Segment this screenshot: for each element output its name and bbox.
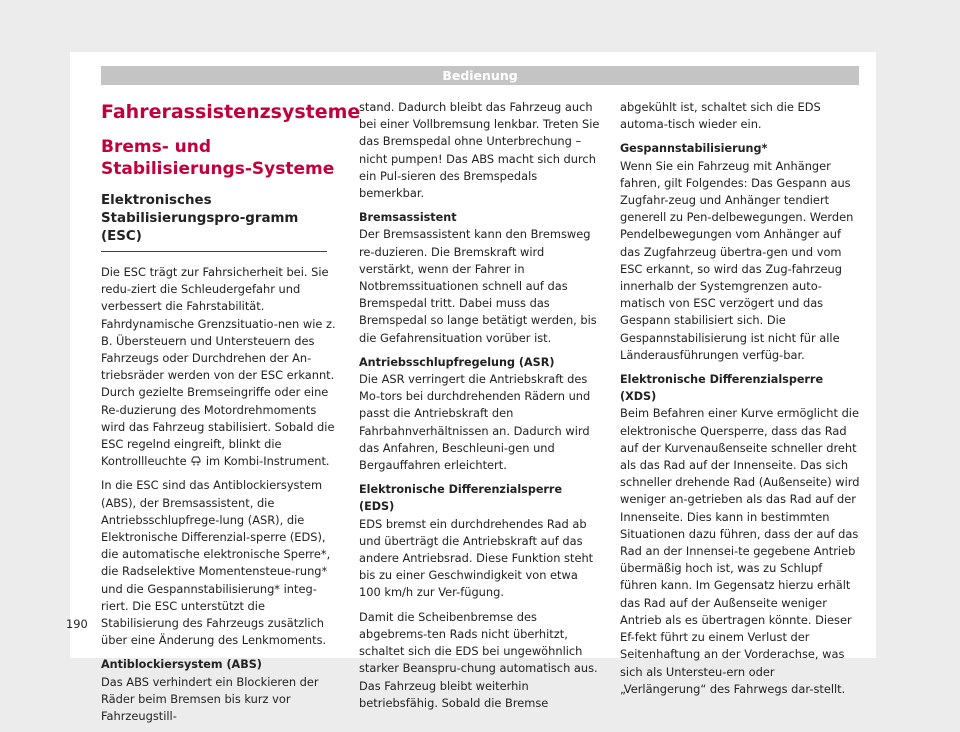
column-left <box>101 100 361 732</box>
section-header: Bedienung <box>101 66 859 85</box>
subheading-xds: Elektronische Differenzialsperre (XDS) <box>620 373 824 404</box>
paragraph: Die ASR verringert die Antriebskraft des Mo-tors bei durchdrehenden Rädern und passt die Antriebskraft den Fahrbahnverhältnissen an. Dadurch wird das Anfahren, Beschleuni-gen und Bergauffahren erleichtert. <box>359 372 591 473</box>
column-right <box>620 99 862 705</box>
paragraph: Der Bremsassistent kann den Bremsweg re-duzieren. Die Bremskraft wird verstärkt, wenn der Fahrer in Notbremssituationen schnell auf das Bremspedal tritt. Dabei muss das Bremspedal so lange betätigt werden, bis die Gefahrensituation vorüber ist. <box>359 227 597 345</box>
paragraph: EDS bremst ein durchdrehendes Rad ab und überträgt die Antriebskraft auf das andere Antriebsrad. Diese Funktion steht bis zu einer Geschwindigkeit von etwa 100 km/h zur Ver-fügung. <box>359 516 594 600</box>
page-number: 190 <box>66 617 88 631</box>
paragraph: Das ABS verhindert ein Blockieren der Räder beim Bremsen bis kurz vor Fahrzeugstill- <box>101 674 319 724</box>
paragraph: Damit die Scheibenbremse des abgebrems-ten Rads nicht überhitzt, schaltet sich die EDS bei ungewöhnlich starker Beanspru-chung automatisch aus. Das Fahrzeug bleibt weiterhin betriebsfähig. Sobald die Bremse <box>359 609 598 710</box>
chapter-title: Fahrerassistenzsysteme <box>101 101 361 123</box>
paragraph: stand. Dadurch bleibt das Fahrzeug auch bei einer Vollbremsung lenkbar. Treten Sie das Bremspedal ohne Unterbrechung – nicht pumpen! Das ABS macht sich durch ein Pul-sieren des Bremspedals bemerkbar. <box>359 100 600 201</box>
paragraph: abgekühlt ist, schaltet sich die EDS automa-tisch wieder ein. <box>620 100 821 132</box>
section-title: Brems- und Stabilisierungs-Systeme <box>101 137 335 179</box>
paragraph: In die ESC sind das Antiblockiersystem (ABS), der Bremsassistent, die Antriebsschlupfrege-lung (ASR), die Elektronische Differenzial-sperre (EDS), die automatische elektronische Sperre*, die Radselektive Momentensteue-rung* und die Gespannstabilisierung* integ-riert. Die ESC unterstützt die Stabilisierung des Fahrzeugs zusätzlich über eine Änderung des Lenkmoments. <box>101 478 331 648</box>
column-middle <box>359 99 601 719</box>
subsection-title: Elektronisches Stabilisierungspro-gramm (ESC) <box>101 193 299 244</box>
subheading-bremsassistent: Bremsassistent <box>359 211 457 225</box>
paragraph <box>101 264 341 470</box>
paragraph: Wenn Sie ein Fahrzeug mit Anhänger fahren, gilt Folgendes: Das Gespann aus Zugfahr-zeug und Anhänger tendiert generell zu Pen-delbewegungen. Werden Pendelbewegungen vom Anhänger auf das Zugfahrzeug übertra-gen und vom ESC erkannt, so wird das Zug-fahrzeug innerhalb der Systemgrenzen auto-matisch von ESC verzögert und das Gespann stabilisiert sich. Die Gespannstabilisierung ist nicht für alle Länderausführungen verfüg-bar. <box>620 158 854 362</box>
subheading-gespannstabilisierung: Gespannstabilisierung* <box>620 142 768 156</box>
paragraph: Beim Befahren einer Kurve ermöglicht die elektronische Quersperre, dass das Rad auf der Kurvenaußenseite schneller dreht als das Rad auf der Innenseite. Das sich schneller drehende Rad (Außenseite) wird weniger an-getrieben als das Rad auf der Innenseite. Dies kann in bestimmten Situationen dazu führen, dass der auf das Rad an der Innensei-te gegebene Antrieb übermäßig hoch ist, was zu Schlupf führen kann. Im Gegensatz hierzu erhält das Rad auf der Außenseite weniger Antrieb als es übertragen könnte. Dieser Ef-fekt führt zu einem Verlust der Seitenhaftung an der Vorderachse, was sich als Untersteu-ern oder „Verlängerung“ des Fahrwegs dar-stellt. <box>620 406 860 696</box>
subheading-eds: Elektronische Differenzialsperre (EDS) <box>359 483 563 514</box>
paragraph-text: im Kombi-Instrument. <box>205 454 330 469</box>
esc-skid-car-icon <box>190 454 202 466</box>
subheading-asr: Antriebsschlupfregelung (ASR) <box>359 355 555 369</box>
paragraph-text: Die ESC trägt zur Fahrsicherheit bei. Sie redu-ziert die Schleudergefahr und verbessert die Fahrstabilität. Fahrdynamische Grenzsituatio-nen wie z. B. Übersteuern und Untersteuern des Fahrzeugs oder Durchdrehen der An-triebsräder werden von der ESC erkannt. Durch gezielte Bremseingriffe oder eine Re-duzierung des Motordrehmoments wird das Fahrzeug stabilisiert. Sobald die ESC regelnd eingreift, blinkt die Kontrollleuchte <box>101 265 336 469</box>
subsection-rule <box>101 251 327 252</box>
subheading-abs: Antiblockiersystem (ABS) <box>101 658 262 672</box>
